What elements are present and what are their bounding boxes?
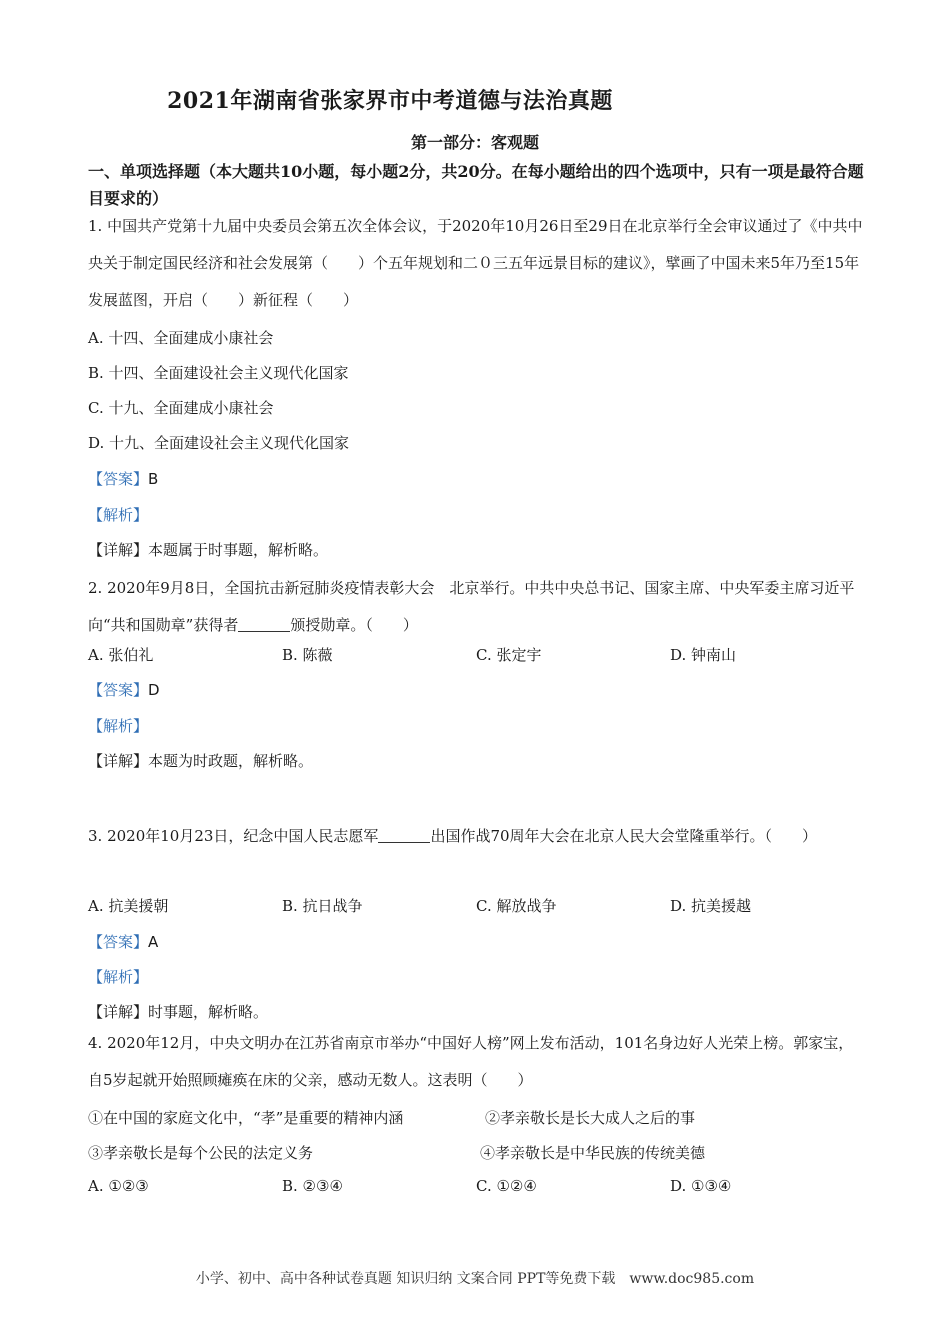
q1-option-b: B. 十四、全面建设社会主义现代化国家 — [88, 364, 349, 382]
answer-value: D — [148, 681, 160, 699]
q2-option-b: B. 陈薇 — [282, 646, 333, 664]
q2-detail: 【详解】本题为时政题，解析略。 — [88, 752, 314, 770]
q2-blank — [238, 617, 290, 632]
q2-answer — [88, 679, 160, 700]
q3-stem — [88, 818, 868, 855]
q4-option-c: C. ①②④ — [476, 1177, 537, 1195]
q3-analysis: 【解析】 — [88, 968, 149, 986]
q4-item-2: ②孝亲敬长是长大成人之后的事 — [485, 1109, 696, 1127]
q1-option-a: A. 十四、全面建成小康社会 — [88, 329, 274, 347]
answer-tag: 【答案】 — [88, 933, 149, 951]
q3-option-d: D. 抗美援越 — [670, 897, 752, 915]
answer-value: A — [148, 933, 159, 951]
section-heading: 一、单项选择题（本大题共10小题，每小题2分，共20分。在每小题给出的四个选项中，只有一项是最符合题目要求的） — [88, 162, 864, 208]
q3-option-b: B. 抗日战争 — [282, 897, 363, 915]
q3-stem-a: 3. 2020年10月23日，纪念中国人民志愿军 — [88, 827, 379, 845]
q3-stem-b: 出国作战70周年大会在北京人民大会堂隆重举行。（ ） — [430, 827, 818, 845]
q1-option-c: C. 十九、全面建成小康社会 — [88, 399, 274, 417]
q3-option-c: C. 解放战争 — [476, 897, 557, 915]
document-title: 2021年湖南省张家界市中考道德与法治真题 — [167, 88, 613, 114]
q2-option-d: D. 钟南山 — [670, 646, 737, 664]
answer-tag: 【答案】 — [88, 470, 149, 488]
q3-answer — [88, 931, 158, 952]
q3-detail: 【详解】时事题，解析略。 — [88, 1003, 269, 1021]
q1-detail: 【详解】本题属于时事题，解析略。 — [88, 541, 329, 559]
page-footer: 小学、初中、高中各种试卷真题 知识归纳 文案合同 PPT等免费下载 www.doc985.com — [195, 1271, 755, 1287]
q4-option-b: B. ②③④ — [282, 1177, 343, 1195]
answer-value: B — [148, 470, 159, 488]
q4-item-4: ④孝亲敬长是中华民族的传统美德 — [480, 1144, 706, 1162]
q2-stem-b: 颁授勋章。（ ） — [290, 616, 418, 634]
q2-stem — [88, 570, 868, 644]
q4-option-a: A. ①②③ — [88, 1177, 149, 1195]
q2-option-a: A. 张伯礼 — [88, 646, 154, 664]
q1-option-d: D. 十九、全面建设社会主义现代化国家 — [88, 434, 350, 452]
q4-item-3: ③孝亲敬长是每个公民的法定义务 — [88, 1144, 314, 1162]
part-heading: 第一部分：客观题 — [410, 133, 539, 152]
q1-answer — [88, 468, 158, 489]
q3-option-a: A. 抗美援朝 — [88, 897, 169, 915]
q2-analysis: 【解析】 — [88, 717, 149, 735]
q2-option-c: C. 张定宇 — [476, 646, 542, 664]
q1-stem: 1. 中国共产党第十九届中央委员会第五次全体会议，于2020年10月26日至29日在北京举行全会审议通过了《中共中央关于制定国民经济和社会发展第（ ）个五年规划和二０三五年远景目标的建议》，擘画了中国未来5年乃至15年发展蓝图，开启（ ）新征程（ ） — [88, 217, 863, 309]
answer-tag: 【答案】 — [88, 681, 149, 699]
q4-item-1: ①在中国的家庭文化中，“孝”是重要的精神内涵 — [88, 1109, 404, 1127]
q3-blank — [378, 828, 430, 843]
q4-stem: 4. 2020年12月，中央文明办在江苏省南京市举办“中国好人榜”网上发布活动，101名身边好人光荣上榜。郭家宝，自5岁起就开始照顾瘫痪在床的父亲，感动无数人。这表明（ ） — [88, 1034, 854, 1089]
q4-option-d: D. ①③④ — [670, 1177, 732, 1195]
q2-stem-a: 2. 2020年9月8日，全国抗击新冠肺炎疫情表彰大会 北京举行。中共中央总书记、国家主席、中央军委主席习近平向“共和国勋章”获得者 — [88, 579, 855, 634]
q1-analysis: 【解析】 — [88, 506, 149, 524]
